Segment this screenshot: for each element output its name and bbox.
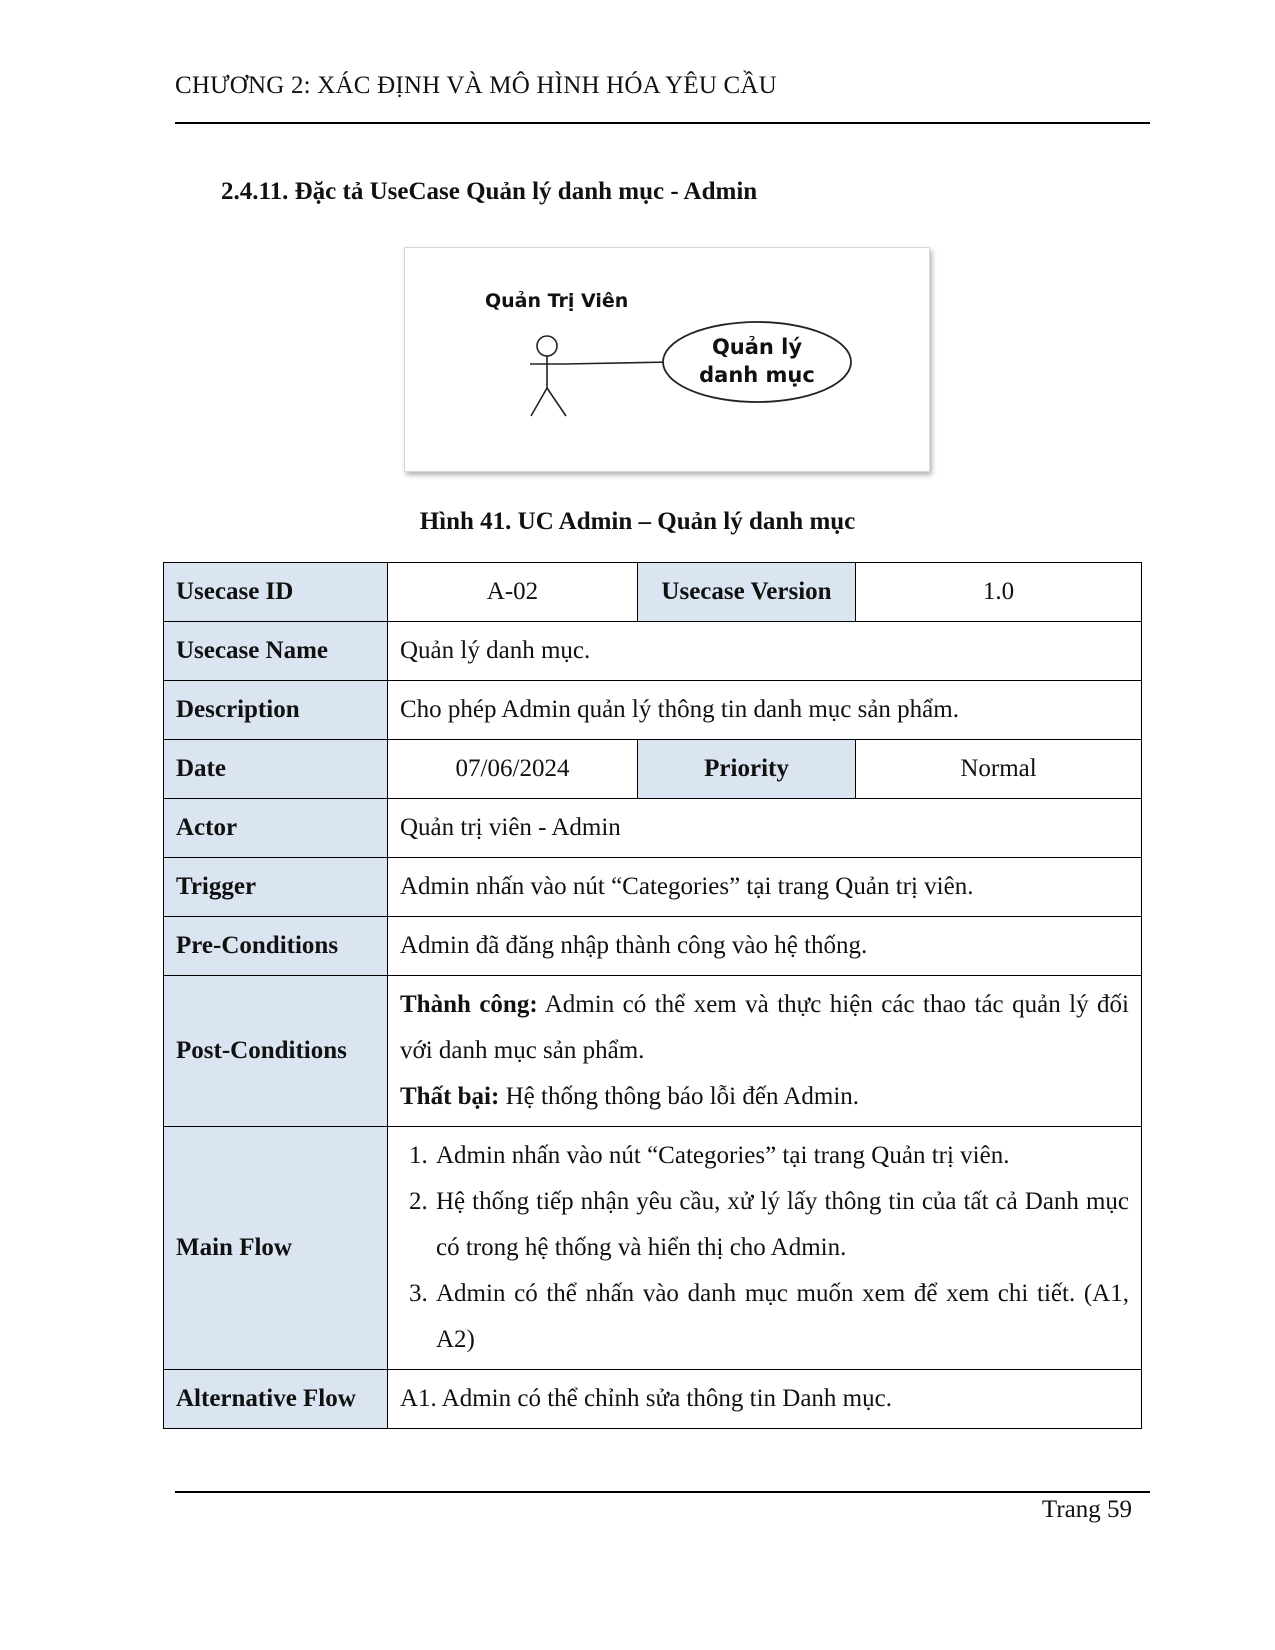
usecase-id-value: A-02 xyxy=(388,563,638,622)
main-flow-list xyxy=(400,1133,1129,1363)
date-label: Date xyxy=(164,740,388,799)
actor-label: Quản Trị Viên xyxy=(485,290,629,312)
main-flow-step: 3. Admin có thể nhấn vào danh mục muốn xem để xem chi tiết. (A1, A2) xyxy=(434,1271,1129,1363)
post-success-text: Admin có thể xem và thực hiện các thao tác quản lý đối với danh mục sản phẩm. xyxy=(400,991,1129,1064)
figure-caption: Hình 41. UC Admin – Quản lý danh mục xyxy=(419,508,856,535)
page-number: Trang 59 xyxy=(1041,1496,1132,1523)
actor-row-label: Actor xyxy=(164,799,388,858)
actor-value: Quản trị viên - Admin xyxy=(388,799,1142,858)
priority-value: Normal xyxy=(856,740,1142,799)
association-line xyxy=(564,362,672,364)
running-header: CHƯƠNG 2: XÁC ĐỊNH VÀ MÔ HÌNH HÓA YÊU CẦU xyxy=(175,72,777,99)
header-rule xyxy=(175,122,1150,124)
usecase-label-line2: danh mục xyxy=(699,363,815,387)
table-row-usecase-id xyxy=(164,563,1142,622)
date-value: 07/06/2024 xyxy=(388,740,638,799)
usecase-name-label: Usecase Name xyxy=(164,622,388,681)
post-failure-text: Hệ thống thông báo lỗi đến Admin. xyxy=(499,1083,860,1110)
table-row-trigger xyxy=(164,858,1142,917)
table-row-alternative-flow xyxy=(164,1370,1142,1429)
postconditions-value xyxy=(388,976,1142,1127)
usecase-diagram-svg xyxy=(405,248,929,471)
alternative-flow-value: A1. Admin có thể chỉnh sửa thông tin Danh mục. xyxy=(388,1370,1142,1429)
main-flow-step: 2. Hệ thống tiếp nhận yêu cầu, xử lý lấy thông tin của tất cả Danh mục có trong hệ thống và hiển thị cho Admin. xyxy=(434,1179,1129,1271)
table-row-description xyxy=(164,681,1142,740)
usecase-name-value: Quản lý danh mục. xyxy=(388,622,1142,681)
main-flow-value xyxy=(388,1127,1142,1370)
usecase-label-line1: Quản lý xyxy=(711,335,803,359)
table-row-main-flow xyxy=(164,1127,1142,1370)
postconditions-label: Post-Conditions xyxy=(164,976,388,1127)
usecase-id-label: Usecase ID xyxy=(164,563,388,622)
table-row-actor xyxy=(164,799,1142,858)
alternative-flow-label: Alternative Flow xyxy=(164,1370,388,1429)
description-label: Description xyxy=(164,681,388,740)
post-failure-label: Thất bại: xyxy=(400,1083,500,1110)
usecase-ellipse xyxy=(663,322,851,402)
actor-stick-figure xyxy=(530,336,566,416)
footer-rule xyxy=(175,1491,1150,1493)
usecase-diagram xyxy=(404,247,930,472)
usecase-spec-table xyxy=(163,562,1142,1429)
post-success-label: Thành công: xyxy=(400,991,538,1018)
table-row-date xyxy=(164,740,1142,799)
trigger-label: Trigger xyxy=(164,858,388,917)
description-value: Cho phép Admin quản lý thông tin danh mục sản phẩm. xyxy=(388,681,1142,740)
usecase-version-label: Usecase Version xyxy=(638,563,856,622)
table-row-usecase-name xyxy=(164,622,1142,681)
post-success xyxy=(400,982,1129,1074)
section-heading: 2.4.11. Đặc tả UseCase Quản lý danh mục - Admin xyxy=(221,178,758,205)
priority-label: Priority xyxy=(638,740,856,799)
table-row-preconditions xyxy=(164,917,1142,976)
main-flow-label: Main Flow xyxy=(164,1127,388,1370)
trigger-value: Admin nhấn vào nút “Categories” tại trang Quản trị viên. xyxy=(388,858,1142,917)
preconditions-value: Admin đã đăng nhập thành công vào hệ thống. xyxy=(388,917,1142,976)
main-flow-step: 1. Admin nhấn vào nút “Categories” tại trang Quản trị viên. xyxy=(434,1133,1129,1179)
table-row-postconditions xyxy=(164,976,1142,1127)
usecase-version-value: 1.0 xyxy=(856,563,1142,622)
post-failure xyxy=(400,1074,1129,1120)
preconditions-label: Pre-Conditions xyxy=(164,917,388,976)
